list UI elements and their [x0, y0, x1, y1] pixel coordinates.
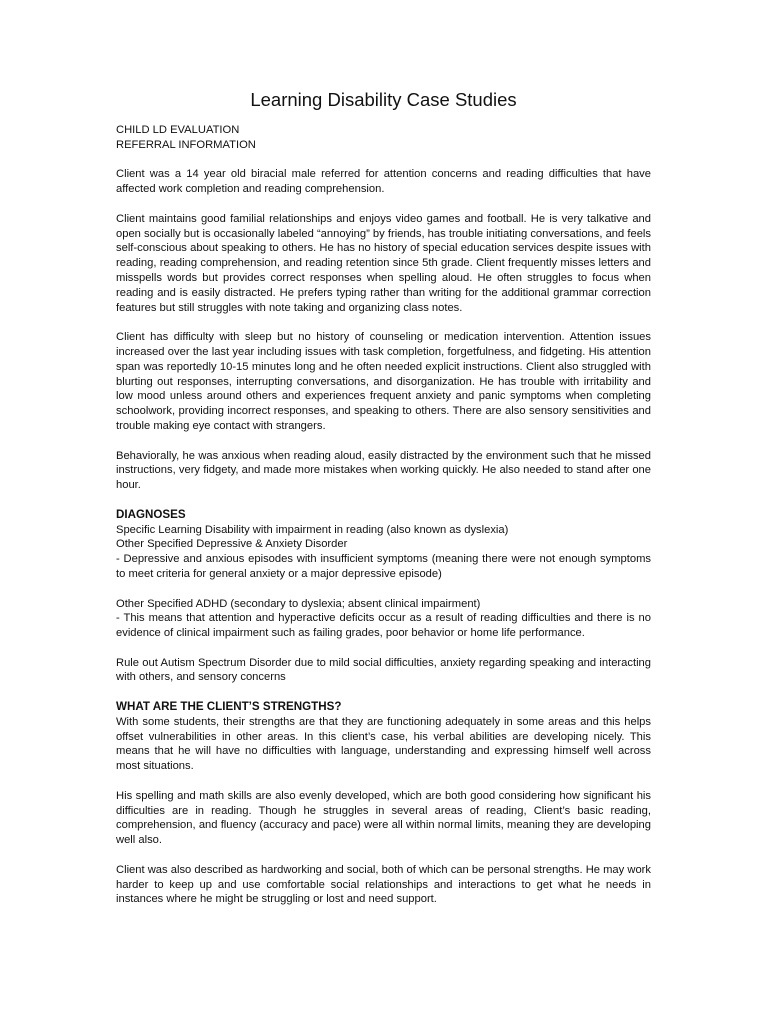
- diagnoses-heading: DIAGNOSES: [116, 507, 186, 521]
- diagnosis-depressive-anxiety-note: - Depressive and anxious episodes with insufficient symptoms (meaning there were not enough symptoms to meet criteria for general anxiety or a major depressive episode): [116, 553, 651, 580]
- diagnosis-rule-out-autism: Rule out Autism Spectrum Disorder due to mild social difficulties, anxiety regarding speaking and interacting with others, and sensory concerns: [116, 656, 651, 684]
- referral-paragraph-4: Behaviorally, he was anxious when reading aloud, easily distracted by the environment such that he missed instructions, very fidgety, and made more mistakes when working quickly. He also needed to stand after one hour.: [116, 449, 651, 492]
- referral-paragraph-2: Client maintains good familial relationships and enjoys video games and football. He is very talkative and open socially but is occasionally labeled “annoying” by friends, has trouble initiating conversations, and feels self-conscious about speaking to others. He has no history of special education services despite issues with reading, reading comprehension, and reading retention since 5th grade. Client frequently misses letters and misspells words but provides correct responses when spelling aloud. He often struggles to focus when reading and is easily distracted. He prefers typing rather than writing for the additional grammar correction features but still struggles with note taking and organizing class notes.: [116, 212, 651, 314]
- diagnosis-depressive-anxiety: Other Specified Depressive & Anxiety Disorder: [116, 538, 348, 551]
- referral-paragraph-1: Client was a 14 year old biracial male referred for attention concerns and reading difficulties that have affected work completion and reading comprehension.: [116, 168, 651, 196]
- strengths-heading: WHAT ARE THE CLIENT’S STRENGTHS?: [116, 700, 342, 714]
- diagnosis-adhd: Other Specified ADHD (secondary to dyslexia; absent clinical impairment): [116, 597, 481, 610]
- referral-paragraph-3: Client has difficulty with sleep but no history of counseling or medication intervention. Attention issues increased over the last year including issues with task completion, forgetfulness, and fidgeting. His attention span was reportedly 10-15 minutes long and he often needed explicit instructions. Client also struggled with blurting out responses, interrupting conversations, and disorganization. He has trouble with irritability and low mood unless around others and experiences frequent anxiety and panic symptoms when completing schoolwork, providing incorrect responses, and speaking to others. There are also sensory sensitivities and trouble making eye contact with strangers.: [116, 331, 651, 432]
- document-page: [116, 88, 651, 922]
- header-line-referral-information: REFERRAL INFORMATION: [116, 138, 256, 151]
- strengths-paragraph-2: His spelling and math skills are also evenly developed, which are both good considering how significant his difficulties are in reading. Though he struggles in several areas of reading, Client’s basic reading, comprehension, and fluency (accuracy and pace) were all within normal limits, meaning they are developing well also.: [116, 789, 651, 847]
- strengths-paragraph-3: Client was also described as hardworking and social, both of which can be personal strengths. He may work harder to keep up and use comfortable social relationships and interactions to get what he needs in instances where he might be struggling or lost and need support.: [116, 863, 651, 906]
- diagnosis-adhd-note: - This means that attention and hyperactive deficits occur as a result of reading difficulties and there is no evidence of clinical impairment such as failing grades, poor behavior or home life performance.: [116, 612, 651, 640]
- header-line-child-ld-evaluation: CHILD LD EVALUATION: [116, 124, 240, 136]
- diagnosis-learning-disability: Specific Learning Disability with impairment in reading (also known as dyslexia): [116, 523, 509, 536]
- document-title: Learning Disability Case Studies: [250, 89, 517, 110]
- strengths-paragraph-1: With some students, their strengths are that they are functioning adequately in some areas and this helps offset vulnerabilities in other areas. In this client’s case, his verbal abilities are developing nicely. This means that he will have no difficulties with language, understanding and expressing himself well across most situations.: [116, 715, 651, 773]
